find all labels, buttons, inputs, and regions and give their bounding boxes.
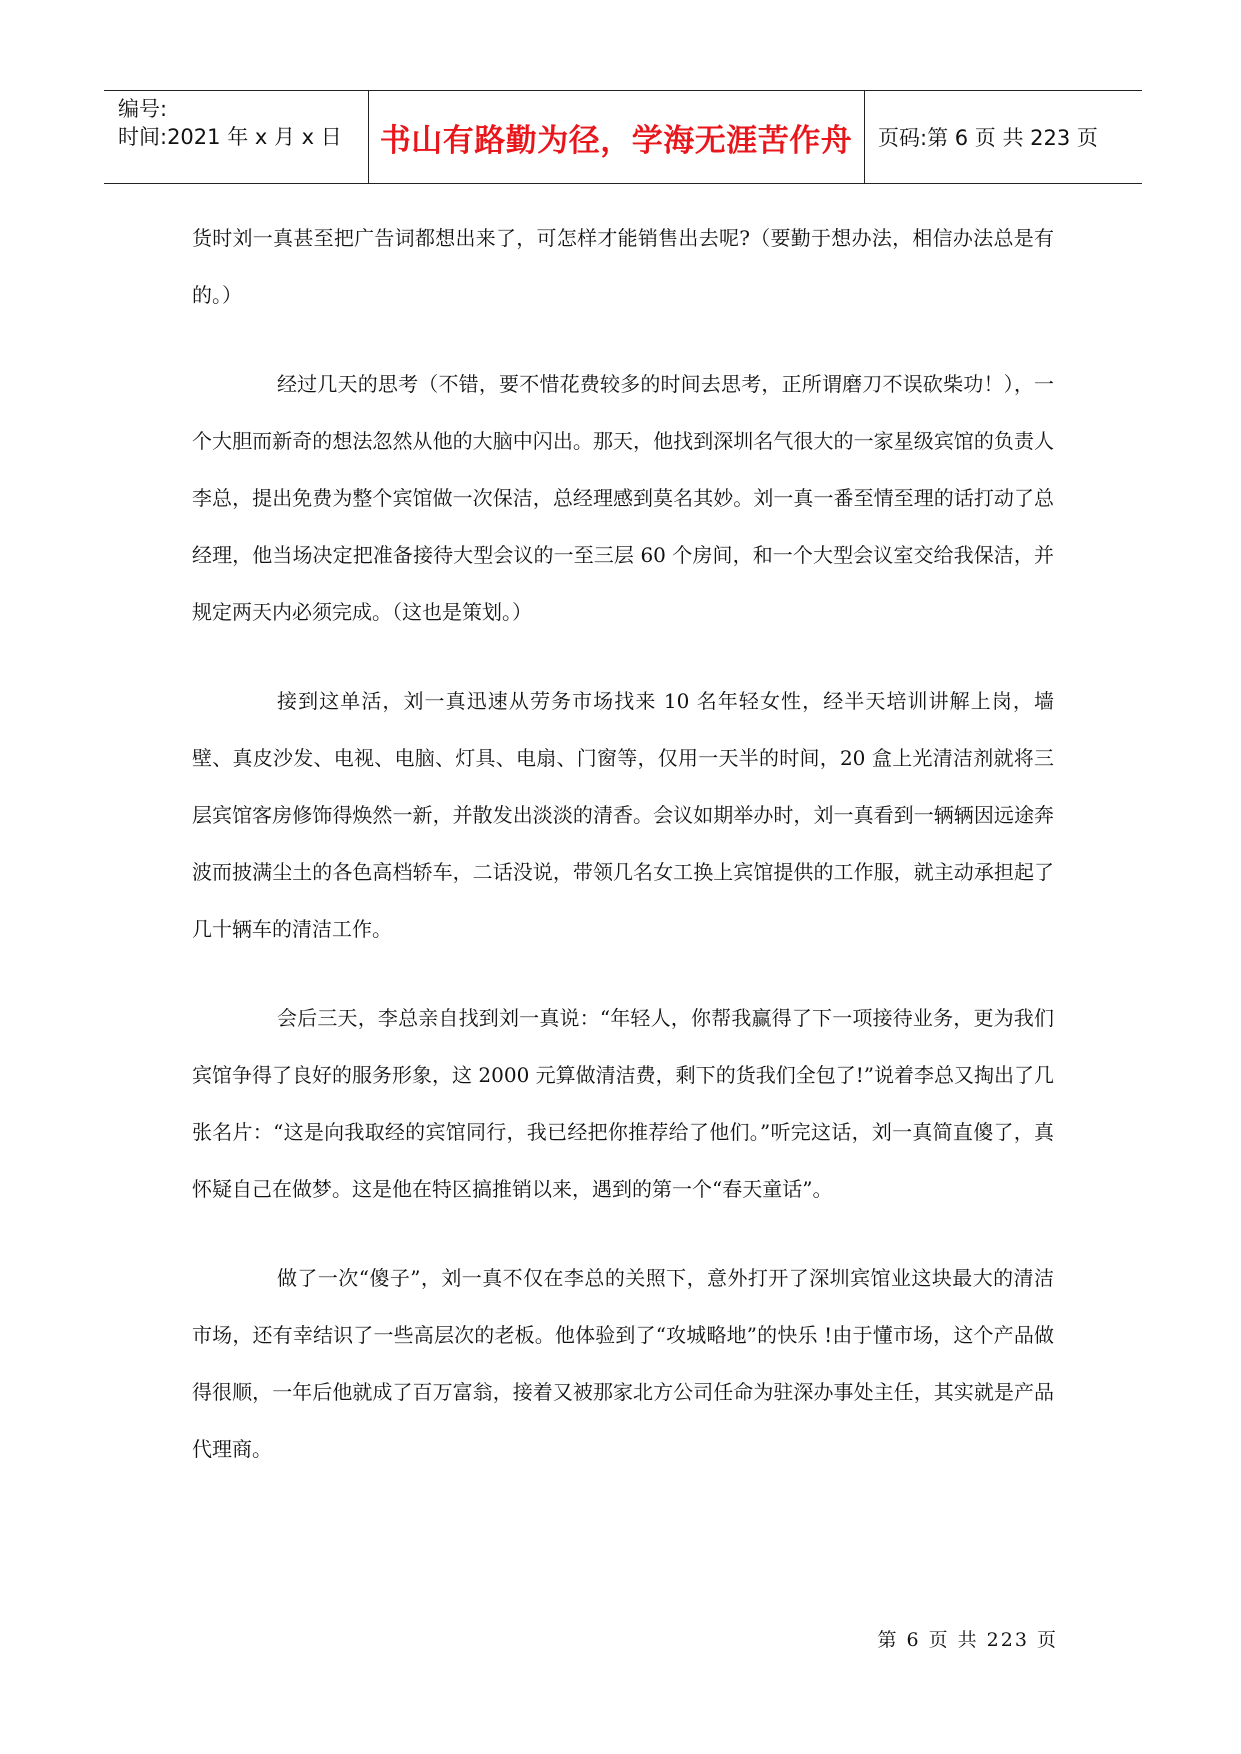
document-time-label: 时间:2021 年 x 月 x 日 xyxy=(118,125,342,149)
page-header xyxy=(104,90,1142,184)
paragraph-3: 接到这单活，刘一真迅速从劳务市场找来 10 名年轻女性，经半天培训讲解上岗，墙壁、真皮沙发、电视、电脑、灯具、电扇、门窗等，仅用一天半的时间，20 盒上光清洁剂就将三层宾馆客房修饰得焕然一新，并散发出淡淡的清香。会议如期举办时，刘一真看到一辆辆因远途奔波而披满尘土的各色高档轿车，二话没说，带领几名女工换上宾馆提供的工作服，就主动承担起了几十辆车的清洁工作。 xyxy=(192,689,1054,941)
paragraph-4: 会后三天，李总亲自找到刘一真说：“年轻人，你帮我赢得了下一项接待业务，更为我们宾馆争得了良好的服务形象，这 2000 元算做清洁费，剩下的货我们全包了!”说着李总又掏出了几张名片：“这是向我取经的宾馆同行，我已经把你推荐给了他们。”听完这话，刘一真简直傻了，真怀疑自己在做梦。这是他在特区搞推销以来，遇到的第一个“春天童话”。 xyxy=(192,1006,1054,1201)
paragraph-1: 货时刘一真甚至把广告词都想出来了，可怎样才能销售出去呢?（要勤于想办法，相信办法总是有的。） xyxy=(192,226,1054,307)
document-number-label: 编号: xyxy=(118,97,168,121)
header-meta-cell xyxy=(104,91,369,183)
page-footer: 第 6 页 共 223 页 xyxy=(877,1629,1058,1651)
header-motto: 书山有路勤为径，学海无涯苦作舟 xyxy=(379,122,853,159)
header-page-info: 页码:第 6 页 共 223 页 xyxy=(878,126,1098,150)
paragraph-2: 经过几天的思考（不错，要不惜花费较多的时间去思考，正所谓磨刀不误砍柴功！），一个大胆而新奇的想法忽然从他的大脑中闪出。那天，他找到深圳名气很大的一家星级宾馆的负责人李总，提出免费为整个宾馆做一次保洁，总经理感到莫名其妙。刘一真一番至情至理的话打动了总经理，他当场决定把准备接待大型会议的一至三层 60 个房间，和一个大型会议室交给我保洁，并规定两天内必须完成。（这也是策划。） xyxy=(192,372,1054,624)
paragraph-5: 做了一次“傻子”，刘一真不仅在李总的关照下，意外打开了深圳宾馆业这块最大的清洁市场，还有幸结识了一些高层次的老板。他体验到了“攻城略地”的快乐 !由于懂市场，这个产品做得很顺，一年后他就成了百万富翁，接着又被那家北方公司任命为驻深办事处主任，其实就是产品代理商。 xyxy=(192,1266,1054,1461)
body-text xyxy=(192,210,1054,1510)
header-page-cell xyxy=(864,91,1142,183)
header-motto-cell xyxy=(368,91,865,183)
